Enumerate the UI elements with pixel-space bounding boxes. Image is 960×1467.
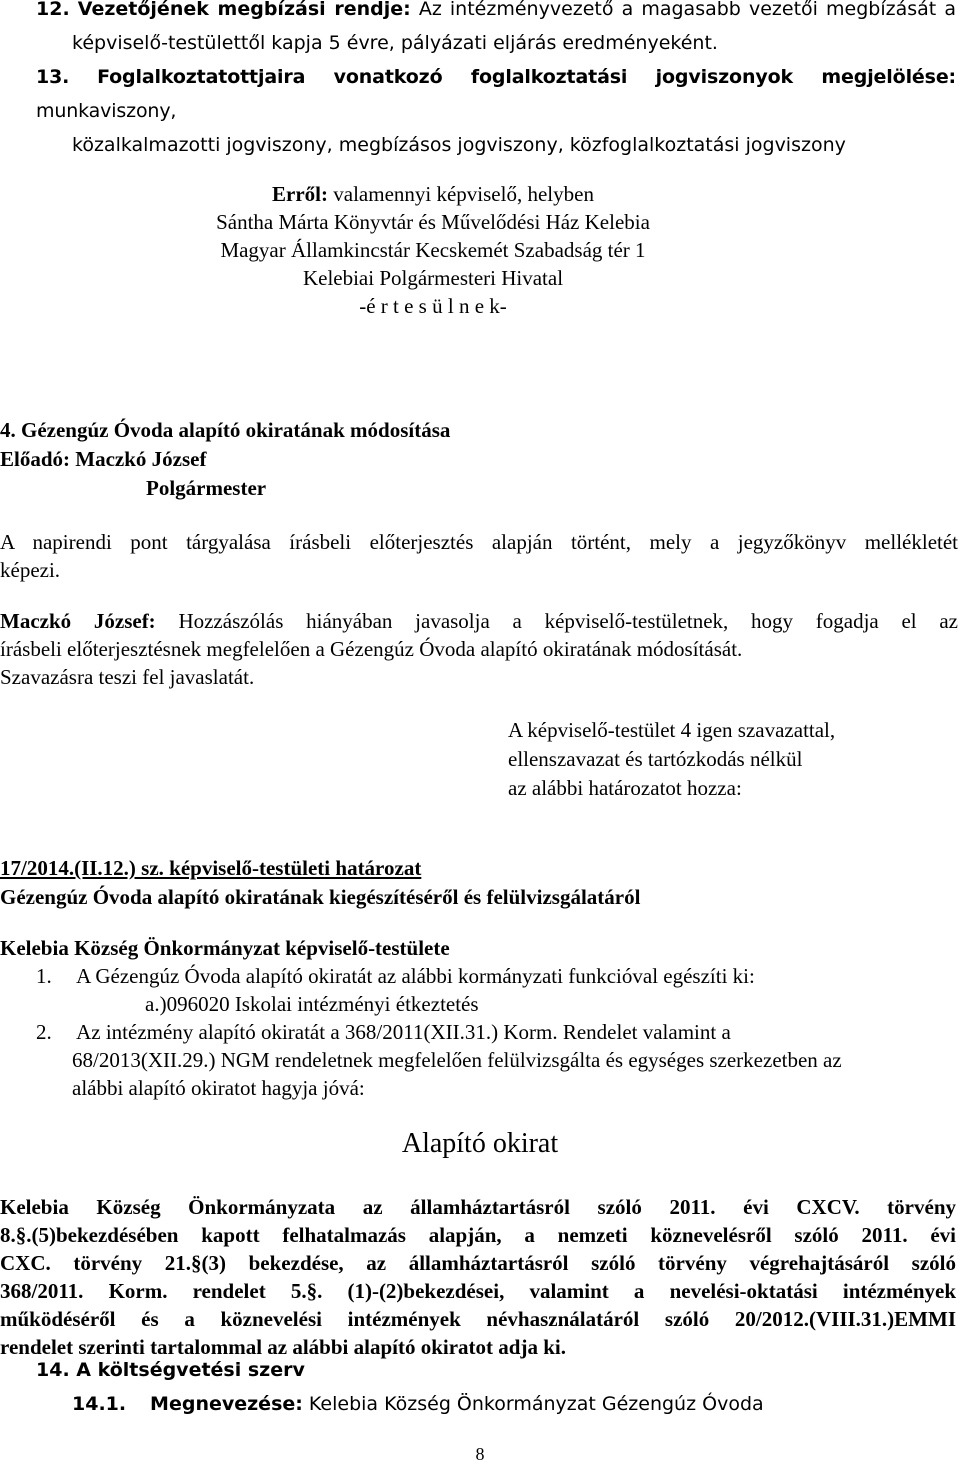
agenda-para2-line3: Szavazásra teszi fel javaslatát.	[0, 665, 255, 689]
speaker-name: Maczkó József:	[0, 609, 156, 633]
item-14-number: 14.	[36, 1359, 70, 1381]
resolution-item2-line3: alábbi alapító okiratot hagyja jóvá:	[72, 1076, 365, 1100]
agenda-presenter: Előadó: Maczkó József	[0, 447, 207, 471]
notify-line5: -é r t e s ü l n e k-	[359, 294, 507, 318]
resolution-item2-line1: Az intézmény alapító okiratát a 368/2011(XII.31.) Korm. Rendelet valamint a	[76, 1020, 731, 1044]
resolution-item2-line2: 68/2013(XII.29.) NGM rendeletnek megfelelően felülvizsgálta és egységes szerkezetben az	[72, 1048, 842, 1072]
vote-line3: az alábbi határozatot hozza:	[508, 776, 742, 800]
notify-label: Erről:	[272, 182, 329, 206]
resolution-number: 17/2014.(II.12.) sz. képviselő-testületi határozat	[0, 856, 422, 880]
deed-heading: Alapító okirat	[401, 1128, 559, 1159]
agenda-para1-line2: képezi.	[0, 558, 61, 582]
agenda-para1-line1: A napirendi pont tárgyalása írásbeli előterjesztés alapján történt, mely a jegyzőkönyv mellékletét	[0, 530, 958, 554]
item-13-number: 13.	[36, 66, 70, 88]
notify-line1: valamennyi képviselő, helyben	[333, 182, 594, 206]
page-number: 8	[475, 1444, 485, 1464]
agenda-para2-line2: írásbeli előterjesztésnek megfelelően a Gézengúz Óvoda alapító okiratának módosítását.	[0, 637, 743, 661]
notify-line3: Magyar Államkincstár Kecskemét Szabadság tér 1	[220, 238, 646, 262]
item-14-1	[72, 1387, 952, 1421]
deed-line4: 368/2011. Korm. rendelet 5.§. (1)-(2)bekezdései, valamint a nevelési-oktatási intézmények	[0, 1279, 956, 1303]
item-14	[36, 1353, 936, 1387]
page-number-wrap	[0, 1443, 960, 1465]
vote-line2: ellenszavazat és tartózkodás nélkül	[508, 747, 803, 771]
item-14-1-value: Kelebia Község Önkormányzat Gézengúz Óvoda	[308, 1393, 764, 1415]
agenda-paragraph-2	[0, 607, 958, 691]
item-14-1-number: 14.1.	[72, 1393, 127, 1415]
item-13-label: Foglalkoztatottjaira vonatkozó foglalkoztatási jogviszonyok megjelölése:	[97, 66, 957, 88]
resolution-body-line: Kelebia Község Önkormányzat képviselő-testülete	[0, 936, 450, 960]
resolution-item1-number: 1.	[36, 964, 52, 988]
notify-line4: Kelebiai Polgármesteri Hivatal	[302, 266, 564, 290]
resolution-item2-number: 2.	[36, 1020, 52, 1044]
item-14-label: A költségvetési szerv	[76, 1359, 305, 1381]
resolution-item1-sub: a.)096020 Iskolai intézményi étkeztetés	[145, 992, 479, 1016]
deed-line5: működéséről és a köznevelési intézmények névhasználatáról szóló 20/2012.(VIII.31.)EMMI	[0, 1307, 956, 1331]
item-14-1-label: Megnevezése:	[150, 1393, 303, 1415]
deed-line3: CXC. törvény 21.§(3) bekezdése, az államháztartásról szóló törvény végrehajtásáról szóló	[0, 1251, 956, 1275]
item-12	[36, 0, 956, 60]
item-12-text-line1: Az intézményvezető a magasabb vezetői megbízását a	[418, 0, 956, 20]
resolution-body	[0, 934, 960, 1102]
item-12-text-line2: képviselő-testülettől kapja 5 évre, pályázati eljárás eredményeként.	[72, 32, 718, 54]
agenda-presenter-role: Polgármester	[146, 476, 267, 500]
agenda-para2-line1: Hozzászólás hiányában javasolja a képviselő-testületnek, hogy fogadja el az	[178, 609, 959, 633]
notify-line2: Sántha Márta Könyvtár és Művelődési Ház Kelebia	[216, 210, 650, 234]
agenda-paragraph-1	[0, 528, 958, 584]
item-13-text-line2: közalkalmazotti jogviszony, megbízásos jogviszony, közfoglalkoztatási jogviszony	[72, 134, 846, 156]
resolution-item1-text: A Gézengúz Óvoda alapító okiratát az alábbi kormányzati funkcióval egészíti ki:	[76, 964, 755, 988]
resolution-heading	[0, 854, 960, 912]
item-12-number: 12.	[36, 0, 70, 20]
agenda-title: 4. Gézengúz Óvoda alapító okiratának módosítása	[0, 418, 451, 442]
resolution-title: Gézengúz Óvoda alapító okiratának kiegészítéséről és felülvizsgálatáról	[0, 885, 641, 909]
item-13-text-line1: munkaviszony,	[36, 100, 177, 122]
agenda-heading	[0, 416, 960, 503]
deed-line1: Kelebia Község Önkormányzata az államháztartásról szóló 2011. évi CXCV. törvény	[0, 1195, 956, 1219]
deed-heading-wrap	[0, 1127, 960, 1161]
vote-result	[508, 716, 948, 803]
deed-line6: rendelet szerinti tartalommal az alábbi alapító okiratot adja ki.	[0, 1335, 566, 1359]
notification-block	[0, 180, 866, 320]
deed-paragraph	[0, 1193, 956, 1361]
deed-line2: 8.§.(5)bekezdésében kapott felhatalmazás alapján, a nemzeti köznevelésről szóló 2011. évi	[0, 1223, 956, 1247]
item-12-label: Vezetőjének megbízási rendje:	[77, 0, 411, 20]
item-13	[36, 60, 956, 162]
vote-line1: A képviselő-testület 4 igen szavazattal,	[508, 718, 836, 742]
